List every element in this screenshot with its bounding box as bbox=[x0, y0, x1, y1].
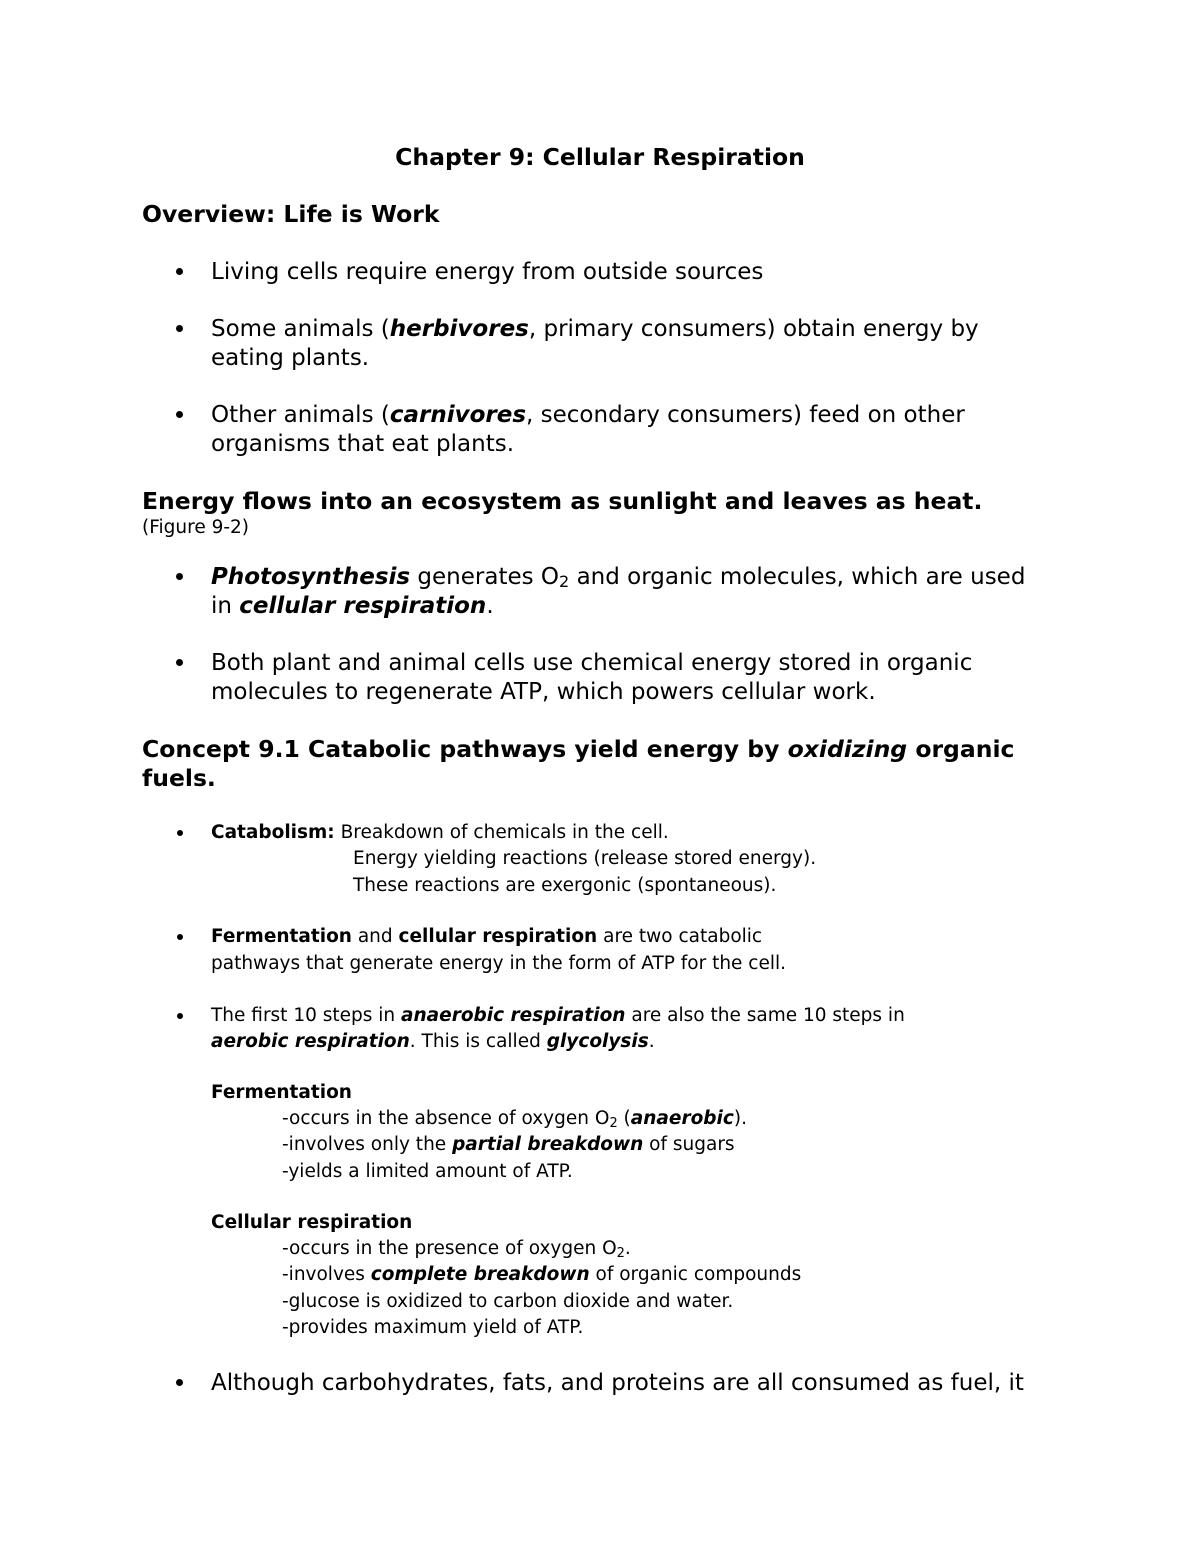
energy-bullet-2-line-1: Both plant and animal cells use chemical energy stored in organic bbox=[211, 650, 973, 676]
bullet-icon bbox=[176, 411, 183, 418]
concept-heading-text-l2: fuels. bbox=[142, 764, 216, 792]
cellular-respiration-line-2-text-a: -involves bbox=[282, 1264, 371, 1285]
figure-reference bbox=[142, 515, 249, 541]
cellular-respiration-line-4-text: -provides maximum yield of ATP. bbox=[282, 1317, 584, 1338]
page-title bbox=[0, 142, 1200, 172]
overview-bullet-3 bbox=[211, 400, 965, 430]
herbivores-term: herbivores bbox=[389, 316, 529, 342]
cellular-respiration-line-1 bbox=[282, 1236, 631, 1262]
cellular-respiration-line-3 bbox=[282, 1289, 733, 1315]
catabolism-line-2-text: Energy yielding reactions (release stored energy). bbox=[353, 848, 817, 869]
cellular-respiration-line-1-text-a: -occurs in the presence of oxygen O bbox=[282, 1238, 617, 1259]
bullet-icon bbox=[177, 1013, 183, 1019]
cellular-respiration-bold-term: cellular respiration bbox=[398, 926, 598, 947]
overview-bullet-2 bbox=[211, 314, 979, 344]
fermentation-line-2 bbox=[282, 1132, 735, 1158]
aerobic-respiration-term: aerobic respiration bbox=[211, 1031, 410, 1052]
overview-bullet-3-line-2 bbox=[211, 429, 514, 459]
overview-bullet-2-text-b: , primary consumers) obtain energy by bbox=[528, 316, 979, 342]
concept-heading-text-a: Concept 9.1 Catabolic pathways yield energy by bbox=[142, 735, 788, 763]
energy-bullet-2-line-2-text: molecules to regenerate ATP, which powers cellular work. bbox=[211, 679, 876, 705]
anaerobic-term: anaerobic bbox=[630, 1108, 734, 1129]
bullet-icon bbox=[177, 934, 183, 940]
fermentation-line-3 bbox=[282, 1159, 573, 1185]
overview-bullet-1 bbox=[211, 257, 763, 287]
cellular-respiration-line-1-subscript: 2 bbox=[616, 1246, 625, 1261]
energy-bullet-1-text-d: . bbox=[486, 593, 494, 619]
catabolism-line-1-text: Breakdown of chemicals in the cell. bbox=[334, 822, 669, 843]
bullet-icon bbox=[176, 268, 183, 275]
cellular-respiration-line-2-text-b: of organic compounds bbox=[589, 1264, 802, 1285]
overview-bullet-2-line-2 bbox=[211, 343, 369, 373]
fermentation-line-1-text-b: ( bbox=[617, 1108, 631, 1129]
figure-reference-text: (Figure 9-2) bbox=[142, 517, 250, 538]
overview-bullet-2-text-c: eating plants. bbox=[211, 345, 370, 371]
fermentation-term: Fermentation bbox=[211, 926, 352, 947]
cellular-respiration-line-3-text: -glucose is oxidized to carbon dioxide and water. bbox=[282, 1291, 734, 1312]
catabolism-line-1 bbox=[211, 820, 669, 846]
partial-breakdown-term: partial breakdown bbox=[452, 1134, 644, 1155]
complete-breakdown-term: complete breakdown bbox=[370, 1264, 590, 1285]
overview-heading bbox=[142, 199, 439, 229]
overview-bullet-3-text-a: Other animals ( bbox=[211, 402, 390, 428]
page-title-text: Chapter 9: Cellular Respiration bbox=[395, 143, 805, 171]
bullet-icon bbox=[176, 325, 183, 332]
fermentation-line-1-text-a: -occurs in the absence of oxygen O bbox=[282, 1108, 610, 1129]
glycolysis-bullet-line-2 bbox=[211, 1029, 655, 1055]
concept-heading-line-2 bbox=[142, 763, 216, 793]
overview-bullet-3-text-c: organisms that eat plants. bbox=[211, 431, 515, 457]
energy-heading bbox=[142, 486, 982, 516]
cellular-respiration-line-2 bbox=[282, 1262, 801, 1288]
cellular-respiration-term: cellular respiration bbox=[239, 593, 487, 619]
fermentation-heading-text: Fermentation bbox=[211, 1082, 352, 1103]
anaerobic-respiration-term: anaerobic respiration bbox=[401, 1005, 626, 1026]
energy-heading-text: Energy flows into an ecosystem as sunlight and leaves as heat. bbox=[142, 487, 983, 515]
catabolism-term: Catabolism: bbox=[211, 822, 335, 843]
overview-heading-text: Overview: Life is Work bbox=[142, 200, 440, 228]
carnivores-term: carnivores bbox=[389, 402, 527, 428]
catabolism-line-3 bbox=[353, 873, 776, 899]
fermentation-line-3-text: -yields a limited amount of ATP. bbox=[282, 1161, 573, 1182]
cellular-respiration-heading-text: Cellular respiration bbox=[211, 1212, 413, 1233]
pathways-bullet-line-1 bbox=[211, 924, 762, 950]
energy-bullet-1-line-2 bbox=[211, 591, 494, 621]
fermentation-line-1-subscript: 2 bbox=[609, 1116, 618, 1131]
concept-heading-text-b: organic bbox=[907, 735, 1015, 763]
glycolysis-bullet-line-1 bbox=[211, 1003, 905, 1029]
bullet-icon bbox=[176, 659, 183, 666]
oxidizing-term: oxidizing bbox=[787, 735, 908, 763]
energy-bullet-2 bbox=[211, 648, 972, 678]
overview-bullet-1-text: Living cells require energy from outside sources bbox=[211, 259, 764, 285]
catabolism-line-3-text: These reactions are exergonic (spontaneous). bbox=[353, 875, 777, 896]
glycolysis-term: glycolysis bbox=[546, 1031, 649, 1052]
energy-bullet-2-line-2 bbox=[211, 677, 876, 707]
fermentation-line-1 bbox=[282, 1106, 747, 1132]
fermentation-line-2-text-b: of sugars bbox=[643, 1134, 735, 1155]
bullet-icon bbox=[177, 830, 183, 836]
fermentation-line-2-text-a: -involves only the bbox=[282, 1134, 453, 1155]
glycolysis-bullet-text-b: are also the same 10 steps in bbox=[625, 1005, 905, 1026]
catabolism-line-2 bbox=[353, 846, 816, 872]
cellular-respiration-line-4 bbox=[282, 1315, 583, 1341]
energy-bullet-1-subscript: 2 bbox=[559, 572, 570, 591]
pathways-bullet-text-b: are two catabolic bbox=[597, 926, 763, 947]
bullet-icon bbox=[176, 573, 183, 580]
overview-bullet-2-text-a: Some animals ( bbox=[211, 316, 390, 342]
energy-bullet-1-text-a: generates O bbox=[410, 564, 560, 590]
pathways-bullet-line-2-text: pathways that generate energy in the form of ATP for the cell. bbox=[211, 953, 787, 974]
energy-bullet-1-text-c: in bbox=[211, 593, 240, 619]
bullet-icon bbox=[176, 1379, 183, 1386]
energy-bullet-1-text-b: and organic molecules, which are used bbox=[569, 564, 1026, 590]
glycolysis-bullet-text-c: . This is called bbox=[409, 1031, 547, 1052]
fermentation-heading bbox=[211, 1080, 352, 1106]
cellular-respiration-heading bbox=[211, 1210, 412, 1236]
last-bullet bbox=[211, 1368, 1024, 1398]
concept-heading bbox=[142, 734, 1014, 764]
pathways-bullet-line-2 bbox=[211, 951, 786, 977]
fermentation-line-1-text-c: ). bbox=[733, 1108, 747, 1129]
last-bullet-text: Although carbohydrates, fats, and proteins are all consumed as fuel, it bbox=[211, 1370, 1024, 1396]
overview-bullet-3-text-b: , secondary consumers) feed on other bbox=[526, 402, 965, 428]
glycolysis-bullet-text-d: . bbox=[648, 1031, 655, 1052]
glycolysis-bullet-text-a: The first 10 steps in bbox=[211, 1005, 402, 1026]
photosynthesis-term: Photosynthesis bbox=[211, 564, 411, 590]
energy-bullet-1 bbox=[211, 562, 1025, 592]
cellular-respiration-line-1-text-b: . bbox=[624, 1238, 631, 1259]
pathways-bullet-text-a: and bbox=[351, 926, 399, 947]
